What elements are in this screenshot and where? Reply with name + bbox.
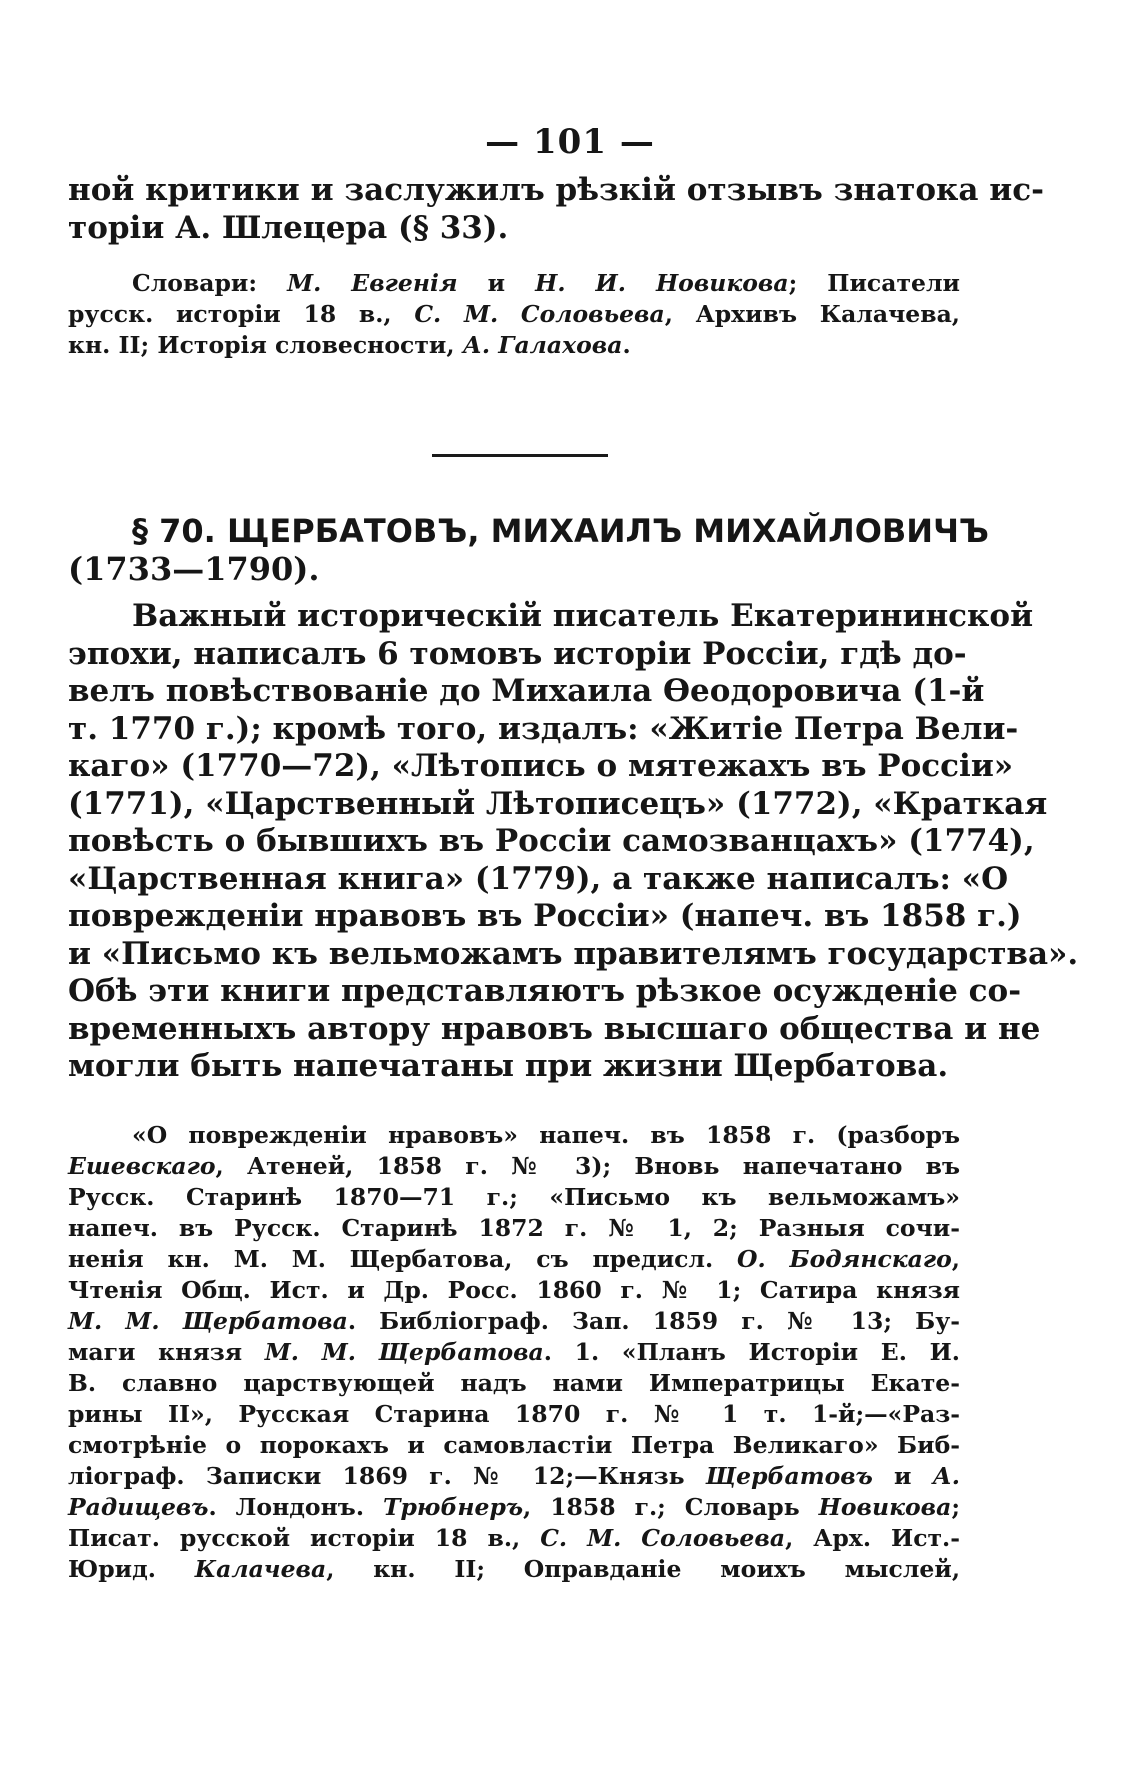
author-name: М. М. Щербатова <box>264 1338 544 1366</box>
footnote-text: , кн. II; Оправданіе моихъ мыслей, <box>326 1555 960 1583</box>
footnote-line <box>68 1430 960 1461</box>
footnote-text: смотрѣніе о порокахъ и самовластіи Петра Великаго» Биб- <box>68 1431 960 1459</box>
footnote-line <box>68 1461 960 1492</box>
footnote-text: . Библіограф. Зап. 1859 г. № 13; Бу- <box>347 1307 960 1335</box>
text-line: каго» (1770—72), «Лѣтопись о мятежахъ въ Россіи» <box>68 748 1014 784</box>
text-line: ной критики и заслужилъ рѣзкій отзывъ знатока ис- <box>68 172 1045 208</box>
text-line: Обѣ эти книги представляютъ рѣзкое осужденіе со- <box>68 973 1022 1009</box>
footnote-line <box>68 1399 960 1430</box>
footnote-line <box>68 1275 960 1306</box>
text-line: (1771), «Царственный Лѣтописецъ» (1772), «Краткая <box>68 785 1048 822</box>
top-paragraph <box>68 172 1045 247</box>
text-line: могли быть напечатаны при жизни Щербатова. <box>68 1048 949 1084</box>
heading-line: § 70. ЩЕРБАТОВЪ, МИХАИЛЪ МИХАЙЛОВИЧЪ <box>132 512 989 550</box>
text-line: эпохи, написалъ 6 томовъ исторіи Россіи, гдѣ до- <box>68 635 967 672</box>
footnote-text: «О поврежденіи нравовъ» напеч. въ 1858 г. (разборъ <box>132 1121 960 1149</box>
footnote-line <box>68 1151 960 1182</box>
author-name: М. М. Щербатова <box>68 1307 348 1335</box>
section-divider <box>432 454 608 457</box>
footnote-line <box>68 1120 960 1151</box>
author-name: Ешевскаго <box>68 1152 216 1180</box>
note-text: русск. исторіи 18 в., <box>68 300 415 328</box>
author-name: Калачева <box>194 1555 327 1583</box>
footnote-text: маги князя <box>68 1338 265 1366</box>
footnote-text: напеч. въ Русск. Старинѣ 1872 г. № 1, 2; Разныя сочи- <box>68 1214 960 1242</box>
footnote-text: , 1858 г.; Словарь <box>523 1493 819 1521</box>
footnote-text: , Арх. Ист.- <box>785 1524 960 1552</box>
note-text: кн. II; Исторія словесности, <box>68 331 463 359</box>
note-text: и <box>457 269 536 297</box>
footnote-line <box>68 1368 960 1399</box>
author-name: О. Бодянскаго <box>737 1245 952 1273</box>
author-name: Щербатовъ <box>705 1462 873 1490</box>
note-line <box>68 268 960 299</box>
footnote-line <box>68 1337 960 1368</box>
footnote-text: . 1. «Планъ Исторіи Е. И. <box>543 1338 960 1366</box>
author-name: С. М. Соловьева <box>414 300 665 328</box>
author-name: А. <box>932 1462 960 1490</box>
footnote-text: и <box>872 1462 933 1490</box>
footnote-line <box>68 1554 960 1585</box>
footnote-text: ; <box>951 1493 960 1521</box>
footnote-line <box>68 1306 960 1337</box>
footnote-text: рины II», Русская Старина 1870 г. № 1 т. 1-й;—«Раз- <box>68 1400 960 1428</box>
note-text: . <box>622 331 631 359</box>
footnote <box>68 1120 960 1585</box>
note-line <box>68 330 960 361</box>
text-line: повѣсть о бывшихъ въ Россіи самозванцахъ» (1774), <box>68 823 1035 859</box>
text-line: т. 1770 г.); кромѣ того, издалъ: «Житіе Петра Вели- <box>68 710 1019 747</box>
footnote-text: Юрид. <box>68 1555 195 1583</box>
note-line <box>68 299 960 330</box>
text-line: и «Письмо къ вельможамъ правителямъ государства». <box>68 935 1079 972</box>
page-number: — 101 — <box>485 122 655 162</box>
author-name: С. М. Соловьева <box>540 1524 786 1552</box>
footnote-text: , <box>951 1245 960 1273</box>
footnote-text: , Атеней, 1858 г. № 3); Вновь напечатано въ <box>215 1152 960 1180</box>
footnote-text: ненія кн. М. М. Щербатова, съ предисл. <box>68 1245 738 1273</box>
publisher-name: Трюбнеръ <box>383 1493 524 1521</box>
text-line: временныхъ автору нравовъ высшаго общества и не <box>68 1010 1041 1047</box>
heading-years: (1733—1790). <box>68 550 320 588</box>
footnote-text: . Лондонъ. <box>208 1493 383 1521</box>
section-heading <box>68 512 989 588</box>
note-text: Словари: <box>132 269 288 297</box>
footnote-text: ліограф. Записки 1869 г. № 12;—Князь <box>68 1462 706 1490</box>
text-line: поврежденіи нравовъ въ Россіи» (напеч. въ 1858 г.) <box>68 898 1022 934</box>
author-name: Радищевъ <box>68 1493 209 1521</box>
footnote-text: В. славно царствующей надъ нами Императрицы Екате- <box>68 1369 960 1397</box>
author-name: Н. И. Новикова <box>535 269 789 297</box>
author-name: А. Галахова <box>462 331 623 359</box>
footnote-text: Чтенія Общ. Ист. и Др. Росс. 1860 г. № 1; Сатира князя <box>68 1276 960 1304</box>
sources-note <box>68 268 960 361</box>
footnote-line <box>68 1244 960 1275</box>
footnote-text: Русск. Старинѣ 1870—71 г.; «Письмо къ вельможамъ» <box>68 1183 960 1211</box>
main-paragraph <box>68 598 1079 1086</box>
footnote-text: Писат. русской исторіи 18 в., <box>68 1524 541 1552</box>
author-name: Новикова <box>818 1493 952 1521</box>
text-line: Важный историческій писатель Екатерининской <box>132 598 1034 634</box>
text-line: торіи А. Шлецера (§ 33). <box>68 209 509 246</box>
author-name: М. Евгенія <box>287 269 458 297</box>
text-line: «Царственная книга» (1779), а также написалъ: «О <box>68 860 1009 897</box>
note-text: , Архивъ Калачева, <box>664 300 960 328</box>
footnote-line <box>68 1182 960 1213</box>
footnote-line <box>68 1492 960 1523</box>
note-text: ; Писатели <box>788 269 960 297</box>
text-line: велъ повѣствованіе до Михаила Ѳеодоровича (1-й <box>68 673 985 709</box>
footnote-line <box>68 1213 960 1244</box>
footnote-line <box>68 1523 960 1554</box>
